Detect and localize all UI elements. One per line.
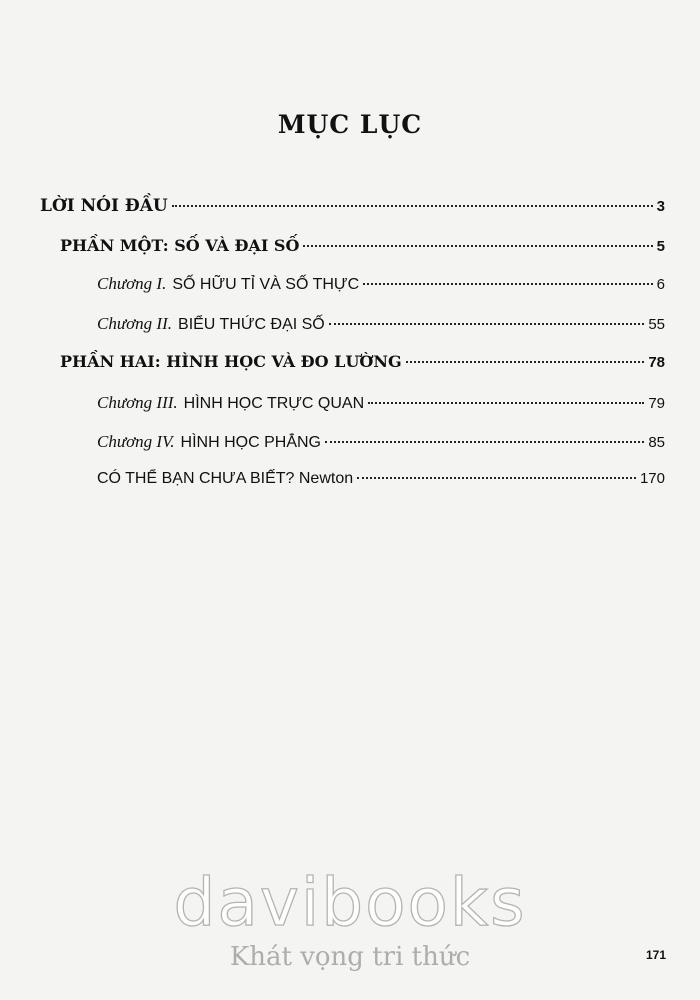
toc-entry-label: PHẦN HAI: HÌNH HỌC VÀ ĐO LƯỜNG xyxy=(60,352,402,371)
toc-entry-chapter-2 xyxy=(97,314,665,334)
chapter-title: BIỂU THỨC ĐẠI SỐ xyxy=(178,316,325,333)
toc-entry-label: LỜI NÓI ĐẦU xyxy=(40,196,168,216)
toc-entry-page: 170 xyxy=(639,470,665,487)
toc-entry-page: 3 xyxy=(656,198,665,215)
dot-leader xyxy=(172,205,653,207)
toc-entry-label xyxy=(97,314,325,334)
toc-entry-page: 78 xyxy=(648,354,665,371)
toc-entry-page: 79 xyxy=(648,395,665,412)
toc-entry-label xyxy=(97,432,321,452)
dot-leader xyxy=(406,361,645,363)
page-number: 171 xyxy=(645,948,666,962)
watermark-slogan: Khát vọng tri thức xyxy=(229,942,471,972)
toc-entry-part-2 xyxy=(60,352,665,371)
toc-entry-front-matter xyxy=(40,196,665,216)
dot-leader xyxy=(329,323,645,325)
chapter-number: Chương IV. xyxy=(97,432,175,451)
toc-entry-page: 6 xyxy=(656,276,665,293)
dot-leader xyxy=(357,477,636,479)
toc-entry-chapter-3 xyxy=(97,393,665,413)
toc-entry-extra xyxy=(97,470,665,488)
toc-entry-part-1 xyxy=(60,236,665,255)
toc-entry-label: CÓ THỂ BẠN CHƯA BIẾT? Newton xyxy=(97,470,354,487)
toc-entry-chapter-1 xyxy=(97,274,665,294)
watermark-brand: davibooks xyxy=(173,864,527,941)
toc-title: MỤC LỤC xyxy=(277,110,423,139)
toc-entry-page: 5 xyxy=(656,238,665,255)
toc-entry-label xyxy=(97,274,359,294)
dot-leader xyxy=(325,441,644,443)
chapter-title: SỐ HỮU TỈ VÀ SỐ THỰC xyxy=(172,276,360,293)
dot-leader xyxy=(303,245,652,247)
watermark xyxy=(0,864,700,972)
chapter-title: HÌNH HỌC TRỰC QUAN xyxy=(183,395,365,412)
chapter-number: Chương III. xyxy=(97,393,178,412)
toc-entry-page: 85 xyxy=(648,434,665,451)
dot-leader xyxy=(363,283,653,285)
toc-entry-chapter-4 xyxy=(97,432,665,452)
toc-entry-label: PHẦN MỘT: SỐ VÀ ĐẠI SỐ xyxy=(60,236,300,255)
toc-entry-label xyxy=(97,393,364,413)
toc-entry-page: 55 xyxy=(648,316,665,333)
chapter-number: Chương I. xyxy=(97,274,167,293)
dot-leader xyxy=(368,402,644,404)
chapter-title: HÌNH HỌC PHẲNG xyxy=(180,434,321,451)
chapter-number: Chương II. xyxy=(97,314,173,333)
